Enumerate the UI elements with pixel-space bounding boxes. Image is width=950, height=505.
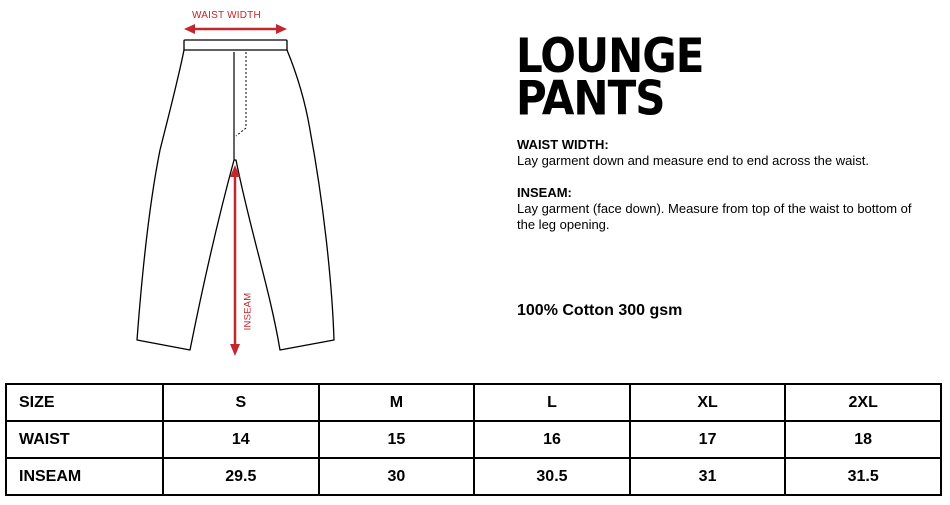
pants-outline-illustration [0,0,380,370]
inseam-instructions [517,185,927,233]
page-title [516,28,704,126]
table-cell: 16 [474,421,630,458]
table-cell: 30 [319,458,475,495]
size-chart-table [5,383,942,496]
inseam-arrow [230,165,240,356]
table-row-label: INSEAM [6,458,163,495]
inseam-heading: INSEAM: [517,185,572,200]
table-cell: 31 [630,458,786,495]
table-header-cell: SIZE [6,384,163,421]
table-header-cell: 2XL [785,384,941,421]
waist-width-heading: WAIST WIDTH: [517,137,609,152]
table-row-label: WAIST [6,421,163,458]
inseam-text: Lay garment (face down). Measure from top of the waist to bottom of the leg opening. [517,201,912,232]
table-cell: 18 [785,421,941,458]
table-cell: 29.5 [163,458,319,495]
material-info: 100% Cotton 300 gsm [517,302,683,319]
pants-diagram [0,0,380,370]
table-cell: 31.5 [785,458,941,495]
table-header-cell: L [474,384,630,421]
table-header-cell: S [163,384,319,421]
waist-width-text: Lay garment down and measure end to end across the waist. [517,153,869,168]
table-header-row [6,384,941,421]
table-row [6,421,941,458]
waist-width-instructions [517,137,927,169]
table-cell: 14 [163,421,319,458]
title-line-1: LOUNGE [516,28,704,84]
waist-arrow [184,24,287,34]
table-cell: 17 [630,421,786,458]
table-row [6,458,941,495]
table-cell: 15 [319,421,475,458]
inseam-label: INSEAM [242,292,254,331]
title-line-2: PANTS [516,70,665,126]
table-header-cell: M [319,384,475,421]
table-header-cell: XL [630,384,786,421]
table-cell: 30.5 [474,458,630,495]
waist-width-label: WAIST WIDTH [192,10,261,21]
